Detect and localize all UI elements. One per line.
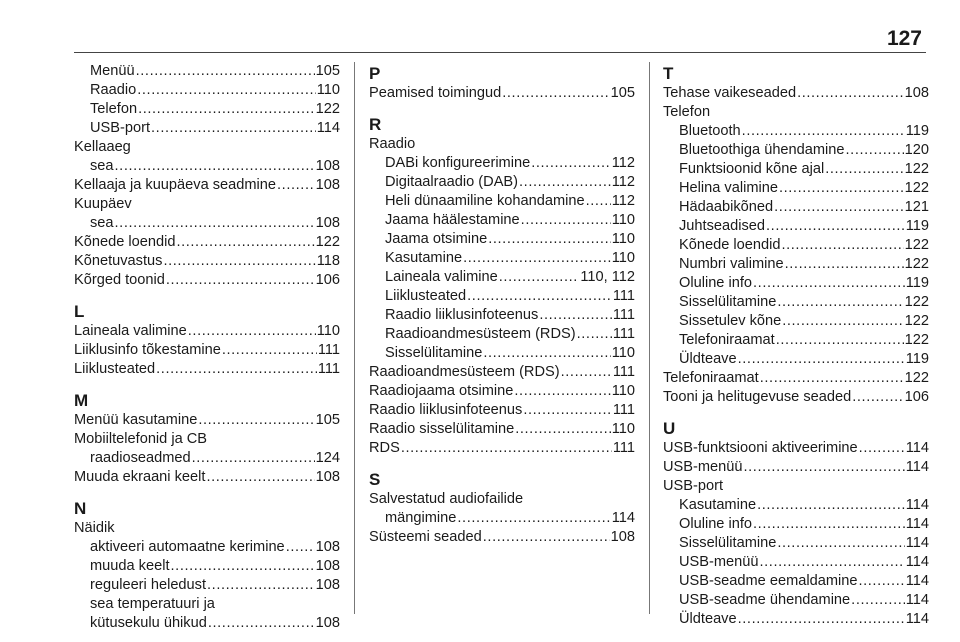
index-entry[interactable]	[74, 81, 340, 100]
index-entry-text: Muuda ekraani keelt	[74, 469, 206, 485]
index-entry-text: Menüü	[90, 63, 135, 79]
index-entry-page: 114	[905, 497, 929, 513]
dot-leader	[779, 179, 904, 198]
index-entry-page: 108	[315, 558, 340, 574]
dot-leader	[760, 369, 904, 388]
dot-leader	[188, 322, 316, 341]
index-entry[interactable]	[369, 420, 635, 439]
index-entry-text: muuda keelt	[90, 558, 170, 574]
dot-leader	[137, 81, 315, 100]
dot-leader	[176, 233, 314, 252]
index-entry[interactable]	[663, 458, 929, 477]
index-entry-text: Kellaaja ja kuupäeva seadmine	[74, 177, 277, 193]
index-entry-text: USB-menüü	[663, 459, 743, 475]
index-letter-heading: T	[663, 64, 674, 83]
index-letter-heading: U	[663, 419, 676, 438]
index-entry-text: Funktsioonid kõne ajal	[679, 161, 825, 177]
index-entry-page: 110, 112	[580, 269, 635, 285]
dot-leader	[766, 217, 905, 236]
index-entry-page: 110	[611, 212, 635, 228]
index-entry-page: 110	[611, 250, 635, 266]
index-entry-text: Liiklusinfo tõkestamine	[74, 342, 221, 358]
index-entry-page: 111	[612, 364, 635, 380]
index-entry-heading: Salvestatud audiofailide	[369, 491, 524, 507]
index-entry-page: 108	[315, 539, 340, 555]
index-entry[interactable]	[369, 211, 635, 230]
index-entry-text: sea	[90, 215, 114, 231]
index-entry-page: 122	[904, 237, 929, 253]
index-entry-page: 118	[316, 253, 340, 269]
index-entry-text: sea	[90, 158, 114, 174]
index-entry[interactable]	[369, 509, 635, 528]
index-entry-page: 110	[316, 82, 340, 98]
index-entry[interactable]	[74, 119, 340, 138]
dot-leader	[515, 420, 611, 439]
index-entry[interactable]	[663, 122, 929, 141]
index-entry-text: Tooni ja helitugevuse seaded	[663, 389, 852, 405]
dot-leader	[738, 610, 905, 629]
index-entry-page: 122	[315, 101, 340, 117]
index-entry-text: Laineala valimine	[385, 269, 498, 285]
index-entry-text: Tehase vaikeseaded	[663, 85, 797, 101]
dot-leader	[115, 214, 315, 233]
index-entry[interactable]	[369, 344, 635, 363]
index-entry-text: Heli dünaamiline kohandamine	[385, 193, 585, 209]
dot-leader	[846, 141, 904, 160]
dot-leader	[208, 614, 315, 633]
dot-leader	[401, 439, 612, 458]
dot-leader	[166, 271, 315, 290]
index-entry-text: Kõrged toonid	[74, 272, 165, 288]
index-entry-page: 105	[610, 85, 635, 101]
index-entry-heading: Raadio	[369, 136, 416, 152]
index-entry-page: 122	[904, 370, 929, 386]
index-entry[interactable]	[74, 360, 340, 379]
index-entry-text: Kasutamine	[679, 497, 757, 513]
dot-leader	[463, 249, 611, 268]
index-entry-page: 114	[905, 440, 929, 456]
dot-leader	[502, 84, 609, 103]
index-entry[interactable]	[74, 233, 340, 252]
index-entry-text: Jaama häälestamine	[385, 212, 520, 228]
dot-leader	[286, 538, 315, 557]
page-number: 127	[886, 27, 922, 50]
index-entry-text: Raadio liiklusinfoteenus	[369, 402, 523, 418]
dot-leader	[774, 198, 904, 217]
index-entry-text: Kõnetuvastus	[74, 253, 163, 269]
index-entry-page: 111	[612, 440, 635, 456]
index-entry[interactable]	[74, 411, 340, 430]
index-entry-page: 114	[905, 573, 929, 589]
dot-leader	[156, 360, 317, 379]
index-entry-text: Telefon	[90, 101, 138, 117]
index-entry-text: Oluline info	[679, 516, 753, 532]
index-entry-heading: Kellaaeg	[74, 139, 131, 155]
index-entry-text: Raadioandmesüsteem (RDS)	[369, 364, 560, 380]
index-entry-text: Kõnede loendid	[679, 237, 781, 253]
index-entry-text: Raadio liiklusinfoteenus	[385, 307, 539, 323]
dot-leader	[521, 211, 611, 230]
dot-leader	[198, 411, 314, 430]
index-entry-text: Sisselülitamine	[679, 294, 777, 310]
index-entry[interactable]	[369, 382, 635, 401]
dot-leader	[781, 236, 903, 255]
index-entry[interactable]	[369, 268, 635, 287]
dot-leader	[457, 509, 610, 528]
index-entry-text: Hädaabikõned	[679, 199, 774, 215]
index-entry[interactable]	[663, 179, 929, 198]
index-entry-text: USB-seadme ühendamine	[679, 592, 851, 608]
dot-leader	[483, 344, 610, 363]
index-entry-page: 111	[612, 402, 635, 418]
index-entry[interactable]	[74, 271, 340, 290]
index-entry-page: 111	[317, 361, 340, 377]
index-entry-text: USB-port	[90, 120, 151, 136]
index-entry[interactable]	[663, 369, 929, 388]
dot-leader	[785, 255, 904, 274]
index-entry-text: Kasutamine	[385, 250, 463, 266]
index-entry[interactable]	[663, 293, 929, 312]
dot-leader	[561, 363, 612, 382]
index-entry-page: 114	[905, 611, 929, 627]
index-entry-page: 122	[904, 332, 929, 348]
index-entry[interactable]	[663, 515, 929, 534]
index-entry-page: 110	[611, 383, 635, 399]
index-entry-text: Numbri valimine	[679, 256, 784, 272]
index-entry[interactable]	[663, 350, 929, 369]
dot-leader	[523, 401, 611, 420]
index-entry-heading: Telefon	[663, 104, 711, 120]
dot-leader	[222, 341, 317, 360]
index-entry-page: 114	[611, 510, 635, 526]
index-entry-page: 114	[905, 459, 929, 475]
dot-leader	[531, 154, 611, 173]
index-letter-heading: L	[74, 302, 85, 321]
index-entry-page: 110	[611, 231, 635, 247]
index-entry[interactable]	[663, 236, 929, 255]
dot-leader	[207, 576, 315, 595]
index-entry-page: 122	[904, 161, 929, 177]
index-entry[interactable]	[74, 252, 340, 271]
dot-leader	[797, 84, 904, 103]
dot-leader	[738, 350, 905, 369]
index-entry[interactable]	[369, 363, 635, 382]
index-entry-page: 122	[904, 294, 929, 310]
index-entry-text: Sissetulev kõne	[679, 313, 782, 329]
index-entry-page: 111	[612, 288, 635, 304]
index-entry-text: Liiklusteated	[385, 288, 467, 304]
index-entry-page: 111	[317, 342, 340, 358]
index-entry[interactable]	[369, 287, 635, 306]
index-entry-text: aktiveeri automaatne kerimine	[90, 539, 285, 555]
index-entry[interactable]	[663, 255, 929, 274]
index-entry-page: 108	[315, 215, 340, 231]
index-letter-heading: P	[369, 64, 381, 83]
index-entry-text: Raadio	[90, 82, 137, 98]
index-entry[interactable]	[369, 528, 635, 547]
header-rule	[74, 52, 926, 53]
index-entry-page: 114	[905, 535, 929, 551]
index-entry-heading: USB-port	[663, 478, 724, 494]
index-entry-heading: Mobiiltelefonid ja CB	[74, 431, 208, 447]
dot-leader	[742, 122, 905, 141]
index-entry-text: Juhtseadised	[679, 218, 766, 234]
index-entry[interactable]	[74, 157, 340, 176]
index-entry-text: Kõnede loendid	[74, 234, 176, 250]
index-entry-text: Sisselülitamine	[385, 345, 483, 361]
index-entry-page: 108	[315, 158, 340, 174]
index-entry-text: DABi konfigureerimine	[385, 155, 531, 171]
index-entry-page: 114	[905, 516, 929, 532]
index-entry[interactable]	[663, 534, 929, 553]
index-entry-page: 119	[905, 275, 929, 291]
index-entry[interactable]	[369, 192, 635, 211]
dot-leader	[514, 382, 610, 401]
dot-leader	[499, 268, 580, 287]
index-entry-text: Üldteave	[679, 351, 737, 367]
index-entry-text: Telefoniraamat	[663, 370, 759, 386]
index-entry-page: 114	[905, 554, 929, 570]
index-column-3	[663, 62, 929, 629]
index-entry-text: Üldteave	[679, 611, 737, 627]
index-entry[interactable]	[74, 538, 340, 557]
dot-leader	[757, 496, 905, 515]
dot-leader	[851, 591, 905, 610]
index-entry-page: 110	[316, 323, 340, 339]
dot-leader	[115, 157, 315, 176]
dot-leader	[277, 176, 315, 195]
index-entry-text: reguleeri heledust	[90, 577, 207, 593]
index-entry-page: 108	[904, 85, 929, 101]
index-entry-page: 114	[905, 592, 929, 608]
index-entry[interactable]	[663, 217, 929, 236]
index-entry[interactable]	[74, 468, 340, 487]
index-entry-text: Bluetooth	[679, 123, 741, 139]
index-entry[interactable]	[663, 439, 929, 458]
index-entry-page: 114	[316, 120, 340, 136]
index-entry-text: Raadio sisselülitamine	[369, 421, 515, 437]
index-entry-page: 112	[611, 174, 635, 190]
index-letter-heading: S	[369, 470, 381, 489]
index-entry[interactable]	[74, 176, 340, 195]
index-entry-page: 112	[611, 193, 635, 209]
index-entry-text: Telefoniraamat	[679, 332, 775, 348]
index-entry-text: RDS	[369, 440, 400, 456]
dot-leader	[760, 553, 905, 572]
dot-leader	[577, 325, 612, 344]
index-entry-page: 108	[610, 529, 635, 545]
index-entry-page: 119	[905, 351, 929, 367]
index-entry[interactable]	[74, 214, 340, 233]
index-entry-heading: Kuupäev	[74, 196, 132, 212]
dot-leader	[519, 173, 611, 192]
index-letter-heading: N	[74, 499, 87, 518]
index-entry[interactable]	[74, 557, 340, 576]
dot-leader	[586, 192, 611, 211]
dot-leader	[483, 528, 610, 547]
index-entry-page: 110	[611, 421, 635, 437]
index-entry-page: 108	[315, 615, 340, 631]
index-entry[interactable]	[74, 614, 340, 633]
index-entry[interactable]	[663, 553, 929, 572]
index-entry-page: 110	[611, 345, 635, 361]
dot-leader	[138, 100, 315, 119]
index-entry-page: 105	[315, 412, 340, 428]
index-entry-text: Oluline info	[679, 275, 753, 291]
index-entry[interactable]	[663, 388, 929, 407]
dot-leader	[859, 439, 905, 458]
index-entry-page: 111	[612, 326, 635, 342]
column-divider	[354, 62, 355, 614]
index-entry-page: 124	[315, 450, 340, 466]
index-entry-heading: Näidik	[74, 520, 115, 536]
index-entry-page: 119	[905, 123, 929, 139]
index-entry-page: 122	[904, 313, 929, 329]
dot-leader	[777, 293, 903, 312]
index-entry-page: 108	[315, 577, 340, 593]
index-entry-page: 122	[904, 256, 929, 272]
index-letter-heading: R	[369, 115, 382, 134]
index-entry-page: 106	[904, 389, 929, 405]
index-entry[interactable]	[663, 331, 929, 350]
index-entry-page: 111	[612, 307, 635, 323]
index-entry-text: Laineala valimine	[74, 323, 187, 339]
column-divider	[649, 62, 650, 614]
dot-leader	[151, 119, 316, 138]
dot-leader	[852, 388, 903, 407]
dot-leader	[753, 274, 905, 293]
index-entry[interactable]	[74, 576, 340, 595]
index-entry-text: Helina valimine	[679, 180, 778, 196]
dot-leader	[206, 468, 314, 487]
index-entry[interactable]	[663, 198, 929, 217]
index-entry[interactable]	[74, 322, 340, 341]
index-entry-text: Süsteemi seaded	[369, 529, 482, 545]
dot-leader	[753, 515, 905, 534]
index-entry-text: USB-menüü	[679, 554, 759, 570]
index-entry[interactable]	[369, 401, 635, 420]
index-entry-text: USB-seadme eemaldamine	[679, 573, 858, 589]
index-entry-text: Menüü kasutamine	[74, 412, 198, 428]
index-entry-text: Peamised toimingud	[369, 85, 502, 101]
dot-leader	[744, 458, 905, 477]
index-entry[interactable]	[369, 439, 635, 458]
index-entry[interactable]	[369, 230, 635, 249]
index-entry[interactable]	[369, 84, 635, 103]
dot-leader	[192, 449, 315, 468]
index-entry[interactable]	[74, 62, 340, 81]
index-entry-text: Jaama otsimine	[385, 231, 488, 247]
index-entry-page: 112	[611, 155, 635, 171]
index-entry[interactable]	[663, 160, 929, 179]
index-entry-text: Sisselülitamine	[679, 535, 777, 551]
index-entry-heading: sea temperatuuri ja	[90, 596, 215, 612]
dot-leader	[163, 252, 315, 271]
index-entry-page: 108	[315, 177, 340, 193]
dot-leader	[825, 160, 903, 179]
dot-leader	[488, 230, 611, 249]
index-column-2	[369, 62, 635, 547]
dot-leader	[777, 534, 904, 553]
index-entry[interactable]	[663, 572, 929, 591]
index-entry-page: 105	[315, 63, 340, 79]
index-entry-page: 122	[904, 180, 929, 196]
index-entry-text: Raadiojaama otsimine	[369, 383, 514, 399]
dot-leader	[539, 306, 611, 325]
index-entry[interactable]	[663, 274, 929, 293]
index-entry-text: raadioseadmed	[90, 450, 191, 466]
index-entry[interactable]	[663, 610, 929, 629]
index-entry-text: Digitaalraadio (DAB)	[385, 174, 519, 190]
index-entry-text: Bluetoothiga ühendamine	[679, 142, 845, 158]
index-entry-page: 120	[904, 142, 929, 158]
index-entry-page: 122	[315, 234, 340, 250]
index-entry-text: mängimine	[385, 510, 457, 526]
index-entry-text: Liiklusteated	[74, 361, 156, 377]
dot-leader	[782, 312, 903, 331]
index-entry[interactable]	[74, 449, 340, 468]
dot-leader	[467, 287, 612, 306]
index-column-1	[74, 62, 340, 633]
dot-leader	[171, 557, 315, 576]
index-entry-page: 121	[904, 199, 929, 215]
index-entry[interactable]	[369, 306, 635, 325]
index-entry-page: 108	[315, 469, 340, 485]
index-entry[interactable]	[663, 141, 929, 160]
index-entry[interactable]	[663, 84, 929, 103]
dot-leader	[136, 62, 315, 81]
index-letter-heading: M	[74, 391, 89, 410]
index-entry[interactable]	[369, 173, 635, 192]
index-entry[interactable]	[369, 249, 635, 268]
index-entry[interactable]	[663, 496, 929, 515]
dot-leader	[776, 331, 904, 350]
index-entry[interactable]	[369, 154, 635, 173]
index-entry[interactable]	[74, 100, 340, 119]
index-entry[interactable]	[74, 341, 340, 360]
index-entry-text: USB-funktsiooni aktiveerimine	[663, 440, 858, 456]
dot-leader	[858, 572, 904, 591]
index-entry-page: 119	[905, 218, 929, 234]
index-entry-text: Raadioandmesüsteem (RDS)	[385, 326, 576, 342]
index-entry[interactable]	[663, 591, 929, 610]
index-entry[interactable]	[369, 325, 635, 344]
index-entry[interactable]	[663, 312, 929, 331]
index-entry-text: kütusekulu ühikud	[90, 615, 207, 631]
index-entry-page: 106	[315, 272, 340, 288]
